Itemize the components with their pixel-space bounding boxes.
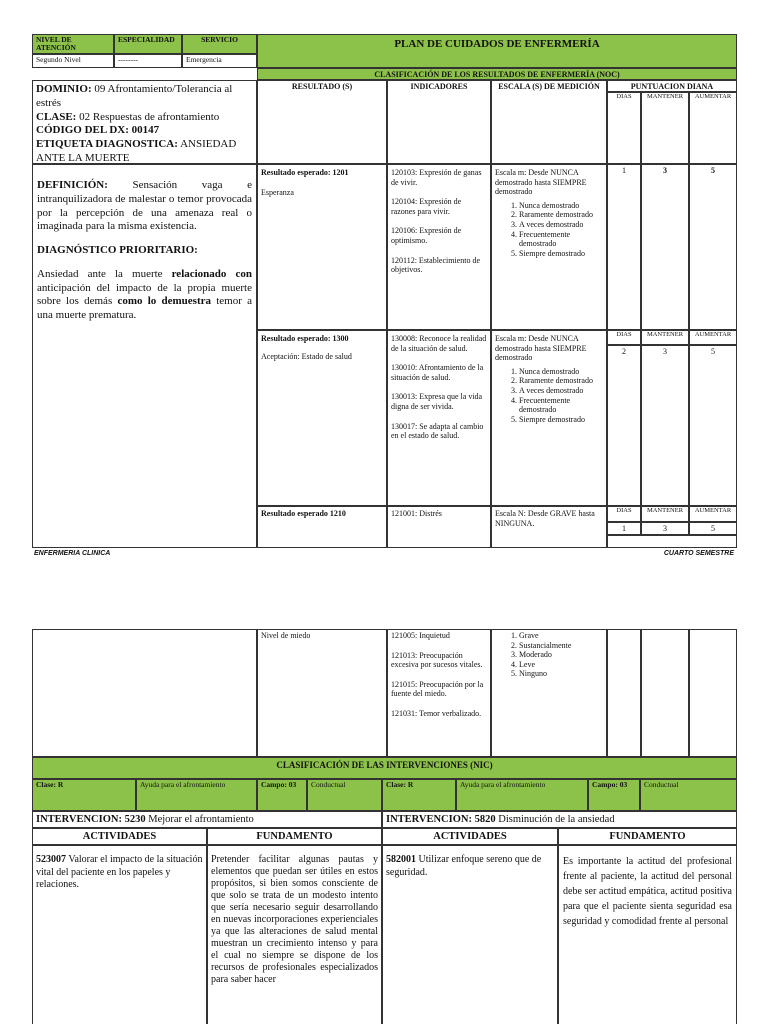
result-1-scale xyxy=(491,164,607,330)
dx-text-part: anticipación del impacto de la propia muerte sobre los demás xyxy=(37,281,252,308)
dominio-value: 09 Afrontamiento/Tolerancia al estrés xyxy=(36,83,233,109)
result-name: Esperanza xyxy=(261,187,294,197)
miedo-dias xyxy=(607,629,641,757)
intervention-label: INTERVENCION: xyxy=(386,814,472,825)
intervention-code: 5820 xyxy=(474,814,496,825)
nic-clase-desc-2: Ayuda para el afrontamiento xyxy=(456,779,588,811)
result-2 xyxy=(257,330,387,506)
scale-item: 4. Frecuentemente demostrado xyxy=(519,230,603,249)
result-3-mantener-label: MANTENER xyxy=(641,506,689,522)
result-label: Resultado esperado 1210 xyxy=(261,509,346,518)
indicator: 130010: Afrontamiento de la situación de salud. xyxy=(391,363,484,382)
definicion-label: DEFINICIÓN: xyxy=(37,179,108,191)
result-1-mantener: 3 xyxy=(641,164,689,330)
result-2-dias-label: DIAS xyxy=(607,330,641,345)
activity-1 xyxy=(32,845,207,1024)
fundamento-1: Pretender facilitar algunas pautas y elementos que puedan ser útiles en estos propósitos, si bien somos consciente de que solo se trata de un modesto intento que sería necesario seguir desarrollando en nuevas incorporaciones experienciales ya que las alteraciones de salud mental muestran un crecimiento intenso y para el cual no siempre se dispone de los recursos de profesionales especializados para saber hacer xyxy=(207,845,382,1024)
col-mantener: MANTENER xyxy=(641,92,689,164)
actividades-header: ACTIVIDADES xyxy=(32,828,207,845)
result-3-aumentar-label: AUMENTAR xyxy=(689,506,737,522)
servicio-label: SERVICIO xyxy=(182,34,257,54)
indicator: 120103: Expresión de ganas de vivir. xyxy=(391,168,482,187)
actividades-header-2: ACTIVIDADES xyxy=(382,828,558,845)
activity-code: 582001 xyxy=(386,854,416,865)
result-2-mantener: 3 xyxy=(641,345,689,506)
indicator: 121005: Inquietud xyxy=(391,631,450,640)
nic-campo-desc: Conductual xyxy=(307,779,382,811)
scale-item: 5. Siempre demostrado xyxy=(519,249,603,259)
result-1-aumentar: 5 xyxy=(689,164,737,330)
clase-value: 02 Respuestas de afrontamiento xyxy=(79,110,220,123)
intervention-text: Disminución de la ansiedad xyxy=(498,814,615,825)
result-2-mantener-label: MANTENER xyxy=(641,330,689,345)
dx-demuestra: como lo demuestra xyxy=(117,295,211,308)
diagnosis-body xyxy=(32,164,257,548)
nivel-atencion-value: Segundo Nivel xyxy=(32,54,114,68)
result-2-scale xyxy=(491,330,607,506)
result-3-mantener: 3 xyxy=(641,522,689,535)
dx-prioritario-label: DIAGNÓSTICO PRIORITARIO: xyxy=(37,244,198,256)
clase-label: CLASE: xyxy=(36,110,77,123)
indicator: 120112: Establecimiento de objetivos. xyxy=(391,255,481,275)
scale-item: 1. Grave xyxy=(519,631,603,641)
result-1-indicators xyxy=(387,164,491,330)
nivel-miedo: Nivel de miedo xyxy=(257,629,387,757)
noc-title: CLASIFICACIÓN DE LOS RESULTADOS DE ENFERMERÍA (NOC) xyxy=(257,68,737,80)
col-resultado: RESULTADO (S) xyxy=(257,80,387,164)
col-aumentar: AUMENTAR xyxy=(689,92,737,164)
scale-text: Escala m: Desde NUNCA demostrado hasta SIEMPRE demostrado xyxy=(495,168,587,197)
intervention-2 xyxy=(382,811,737,828)
activity-text: Utilizar enfoque sereno que de seguridad. xyxy=(386,854,542,878)
result-3-scale xyxy=(491,506,607,548)
result-2-aumentar-label: AUMENTAR xyxy=(689,330,737,345)
intervention-text: Mejorar el afrontamiento xyxy=(148,814,254,825)
activity-code: 523007 xyxy=(36,854,66,865)
scale-item: 2. Sustancialmente xyxy=(519,641,603,651)
scale-item: 3. Moderado xyxy=(519,650,603,660)
nic-clase-2: Clase: R xyxy=(382,779,456,811)
indicator: 120106: Expresión de optimismo. xyxy=(391,226,462,245)
result-3-indicators xyxy=(387,506,491,548)
intervention-label: INTERVENCION: xyxy=(36,814,122,825)
indicator: 121001: Distrés xyxy=(391,509,442,518)
nic-title: CLASIFICACIÓN DE LAS INTERVENCIONES (NIC) xyxy=(32,757,737,779)
indicator: 121015: Preocupación por la fuente del miedo. xyxy=(391,679,484,699)
especialidad-label: ESPECIALIDAD xyxy=(114,34,182,54)
col-puntuacion: PUNTUACION DIANA xyxy=(607,80,737,92)
result-name: Aceptación: Estado de salud xyxy=(261,351,352,361)
result-1 xyxy=(257,164,387,330)
nivel-atencion-label: NIVEL DE ATENCIÓN xyxy=(32,34,114,54)
scale-item: 1. Nunca demostrado xyxy=(519,367,603,377)
result-3-dias: 1 xyxy=(607,522,641,535)
scale-list xyxy=(495,201,603,259)
nic-clase: Clase: R xyxy=(32,779,136,811)
result-2-aumentar: 5 xyxy=(689,345,737,506)
miedo-scale xyxy=(491,629,607,757)
dominio-label: DOMINIO: xyxy=(36,83,92,95)
result-3 xyxy=(257,506,387,548)
miedo-mantener xyxy=(641,629,689,757)
plan-title: PLAN DE CUIDADOS DE ENFERMERÍA xyxy=(257,34,737,68)
dx-prioritario-text xyxy=(37,268,252,323)
indicator: 130017: Se adapta al cambio en el estado de salud. xyxy=(391,421,484,441)
fundamento-header-2: FUNDAMENTO xyxy=(558,828,737,845)
dx-text-part: temor a una muerte prematura. xyxy=(37,295,252,321)
scale-item: 3. A veces demostrado xyxy=(519,220,603,230)
continuation-left xyxy=(32,629,257,757)
result-3-aumentar: 5 xyxy=(689,522,737,535)
result-label: Resultado esperado: 1201 xyxy=(261,168,349,177)
definicion-text: Sensación vaga e intranquilizadora de malestar o temor provocada por la percepción de una amenaza real o imaginada para la misma existencia. xyxy=(37,179,253,233)
scale-item: 2. Raramente demostrado xyxy=(519,376,603,386)
indicator: 121013: Preocupación excesiva por sucesos vitales. xyxy=(391,650,483,670)
footer-left: ENFERMERIA CLINICA xyxy=(34,550,111,557)
result-3-dias-label: DIAS xyxy=(607,506,641,522)
intervention-code: 5230 xyxy=(124,814,146,825)
miedo-aumentar xyxy=(689,629,737,757)
scale-item: 2. Raramente demostrado xyxy=(519,210,603,220)
scale-item: 5. Ninguno xyxy=(519,669,603,679)
scale-item: 5. Siempre demostrado xyxy=(519,415,603,425)
dx-text-part: Ansiedad ante la muerte xyxy=(37,267,172,280)
col-indicadores: INDICADORES xyxy=(387,80,491,164)
activity-text: Valorar el impacto de la situación vital del paciente en los papeles y relaciones. xyxy=(36,854,203,890)
footer-right: CUARTO SEMESTRE xyxy=(663,550,734,557)
diagnosis-header xyxy=(32,80,257,164)
indicator: 120104: Expresión de razones para vivir. xyxy=(391,197,462,216)
etiqueta-label: ETIQUETA DIAGNOSTICA: xyxy=(36,138,178,150)
nic-campo: Campo: 03 xyxy=(257,779,307,811)
fundamento-header: FUNDAMENTO xyxy=(207,828,382,845)
scale-item: 1. Nunca demostrado xyxy=(519,201,603,211)
fundamento-2: Es importante la actitud del profesional frente al paciente, la actitud del personal debe ser actitud empática, actitud positiva para que el paciente sienta seguridad esa seguridad y comodidad frente al personal xyxy=(558,845,737,1024)
result-2-indicators xyxy=(387,330,491,506)
nic-campo-2: Campo: 03 xyxy=(588,779,640,811)
scale-item: 4. Frecuentemente demostrado xyxy=(519,396,603,415)
nic-clase-desc: Ayuda para el afrontamiento xyxy=(136,779,257,811)
scale-list xyxy=(495,367,603,425)
nic-campo-desc-2: Conductual xyxy=(640,779,737,811)
scale-text: Escala N: Desde GRAVE hasta NINGUNA. xyxy=(495,509,595,528)
servicio-value: Emergencia xyxy=(182,54,257,68)
scale-item: 3. A veces demostrado xyxy=(519,386,603,396)
indicator: 121031: Temor verbalizado. xyxy=(391,708,482,718)
etiqueta-value: ANSIEDAD ANTE LA MUERTE xyxy=(36,138,237,164)
result-1-dias: 1 xyxy=(607,164,641,330)
scale-text: Escala m: Desde NUNCA demostrado hasta SIEMPRE demostrado xyxy=(495,334,587,363)
col-escala: ESCALA (S) DE MEDICIÓN xyxy=(491,80,607,164)
result-2-dias: 2 xyxy=(607,345,641,506)
col-dias: DIAS xyxy=(607,92,641,164)
result-3-blank xyxy=(607,535,737,548)
indicator: 130013: Expresa que la vida digna de ser vivida. xyxy=(391,392,483,411)
codigo-value: 00147 xyxy=(131,124,160,137)
especialidad-value: -------- xyxy=(114,54,182,68)
scale-item: 4. Leve xyxy=(519,660,603,670)
dx-relacionado: relacionado con xyxy=(171,267,252,280)
codigo-label: CÓDIGO DEL DX: xyxy=(36,124,129,137)
scale-list xyxy=(495,631,603,679)
miedo-indicators xyxy=(387,629,491,757)
result-label: Resultado esperado: 1300 xyxy=(261,334,349,343)
intervention-1 xyxy=(32,811,382,828)
indicator: 130008: Reconoce la realidad de la situación de salud. xyxy=(391,334,487,353)
activity-2 xyxy=(382,845,558,1024)
